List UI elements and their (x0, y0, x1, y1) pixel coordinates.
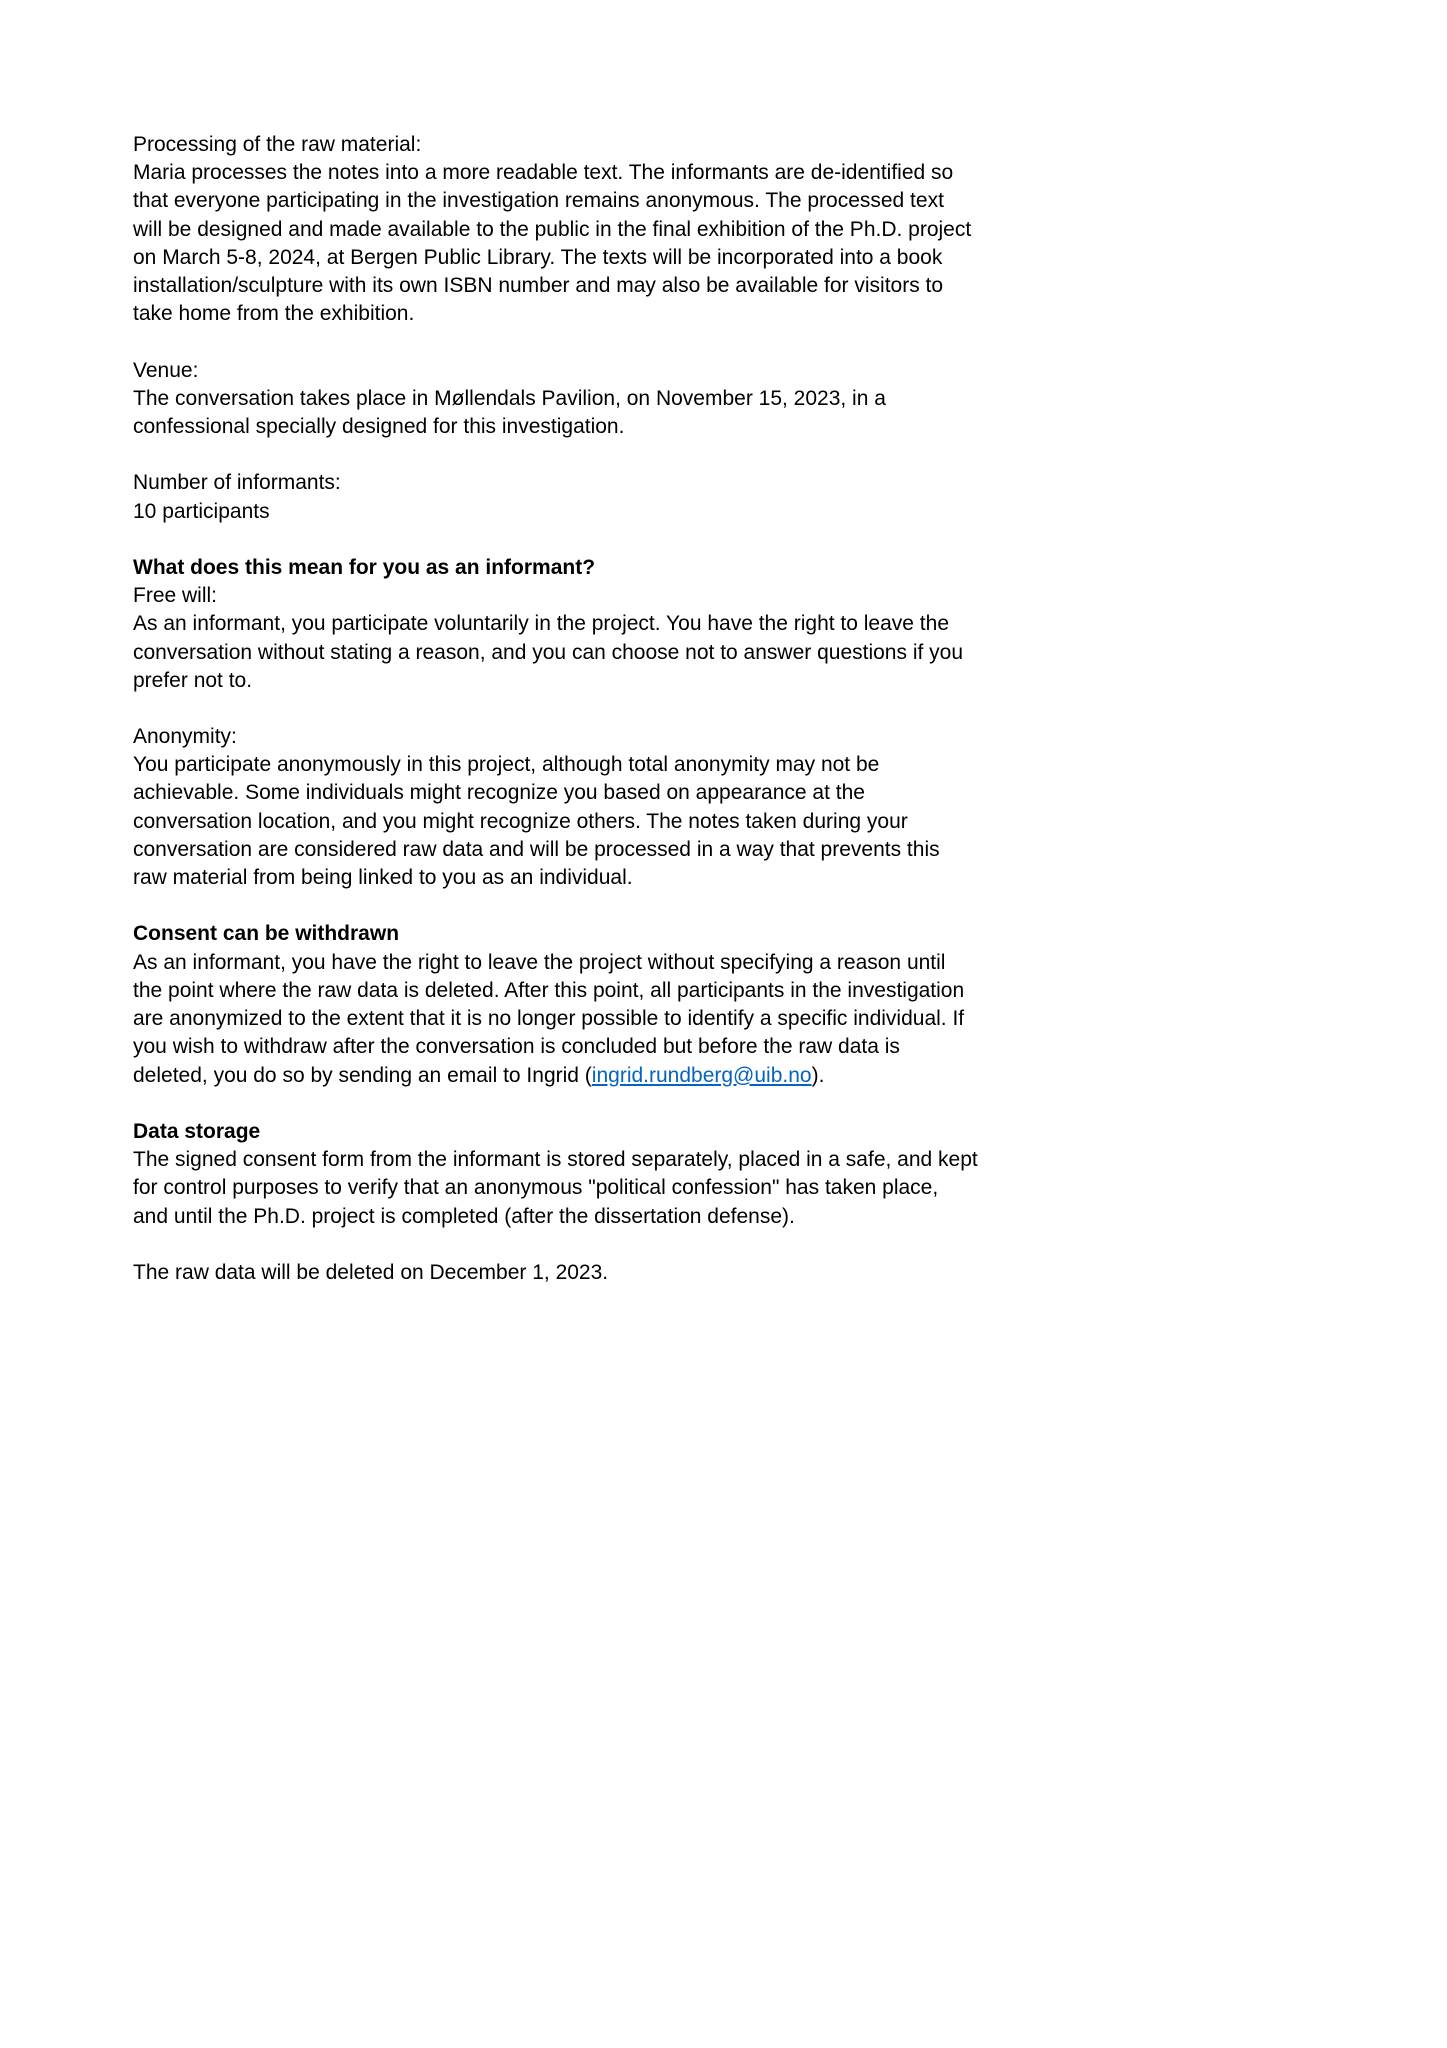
section-informants-body: 10 participants (133, 499, 270, 523)
section-venue-heading: Venue: (133, 358, 199, 382)
section-meaning-subheading: Free will: (133, 584, 218, 608)
section-informants-heading: Number of informants: (133, 471, 341, 495)
section-meaning-heading: What does this mean for you as an informant? (133, 555, 596, 579)
section-informants (133, 469, 978, 525)
section-consent (133, 920, 978, 1089)
section-meaning-body: As an informant, you participate voluntarily in the project. You have the right to leave the conversation without stating a reason, and you can choose not to answer questions if you prefer not to. (133, 612, 964, 692)
section-anonymity-body: You participate anonymously in this project, although total anonymity may not be achievable. Some individuals might recognize you based on appearance at the conversation location, and you might recognize others. The notes taken during your conversation are considered raw data and will be processed in a way that prevents this raw material from being linked to you as an individual. (133, 753, 940, 890)
section-venue (133, 357, 978, 442)
section-closing (133, 1259, 978, 1287)
section-venue-body: The conversation takes place in Møllendals Pavilion, on November 15, 2023, in a confessional specially designed for this investigation. (133, 386, 886, 439)
section-consent-body (133, 949, 978, 1090)
section-storage-heading: Data storage (133, 1119, 261, 1143)
consent-body-before: As an informant, you have the right to leave the project without specifying a reason until the point where the raw data is deleted. After this point, all participants in the investigation are anonymized to the extent that it is no longer possible to identify a specific individual. If you wish to withdraw after the conversation is concluded but before the raw data is deleted, you do so by sending an email to Ingrid ( (133, 950, 965, 1087)
section-storage-body: The signed consent form from the informant is stored separately, placed in a safe, and kept for control purposes to verify that an anonymous "political confession" has taken place, and until the Ph.D. project is completed (after the dissertation defense). (133, 1148, 978, 1228)
section-processing-heading: Processing of the raw material: (133, 133, 422, 156)
section-processing (133, 131, 978, 329)
document-content (133, 131, 978, 1287)
consent-body-after: ). (811, 1063, 825, 1087)
section-storage (133, 1118, 978, 1231)
email-link[interactable]: ingrid.rundberg@uib.no (591, 1063, 812, 1087)
section-anonymity-heading: Anonymity: (133, 724, 237, 748)
section-processing-body: Maria processes the notes into a more readable text. The informants are de-identified so that everyone participating in the investigation remains anonymous. The processed text will be designed and made available to the public in the final exhibition of the Ph.D. project on March 5-8, 2024, at Bergen Public Library. The texts will be incorporated into a book installation/sculpture with its own ISBN number and may also be available for visitors to take home from the exhibition. (133, 161, 972, 326)
section-closing-body: The raw data will be deleted on December 1, 2023. (133, 1260, 609, 1284)
section-meaning (133, 554, 978, 695)
section-consent-heading: Consent can be withdrawn (133, 922, 400, 946)
section-anonymity (133, 723, 978, 892)
